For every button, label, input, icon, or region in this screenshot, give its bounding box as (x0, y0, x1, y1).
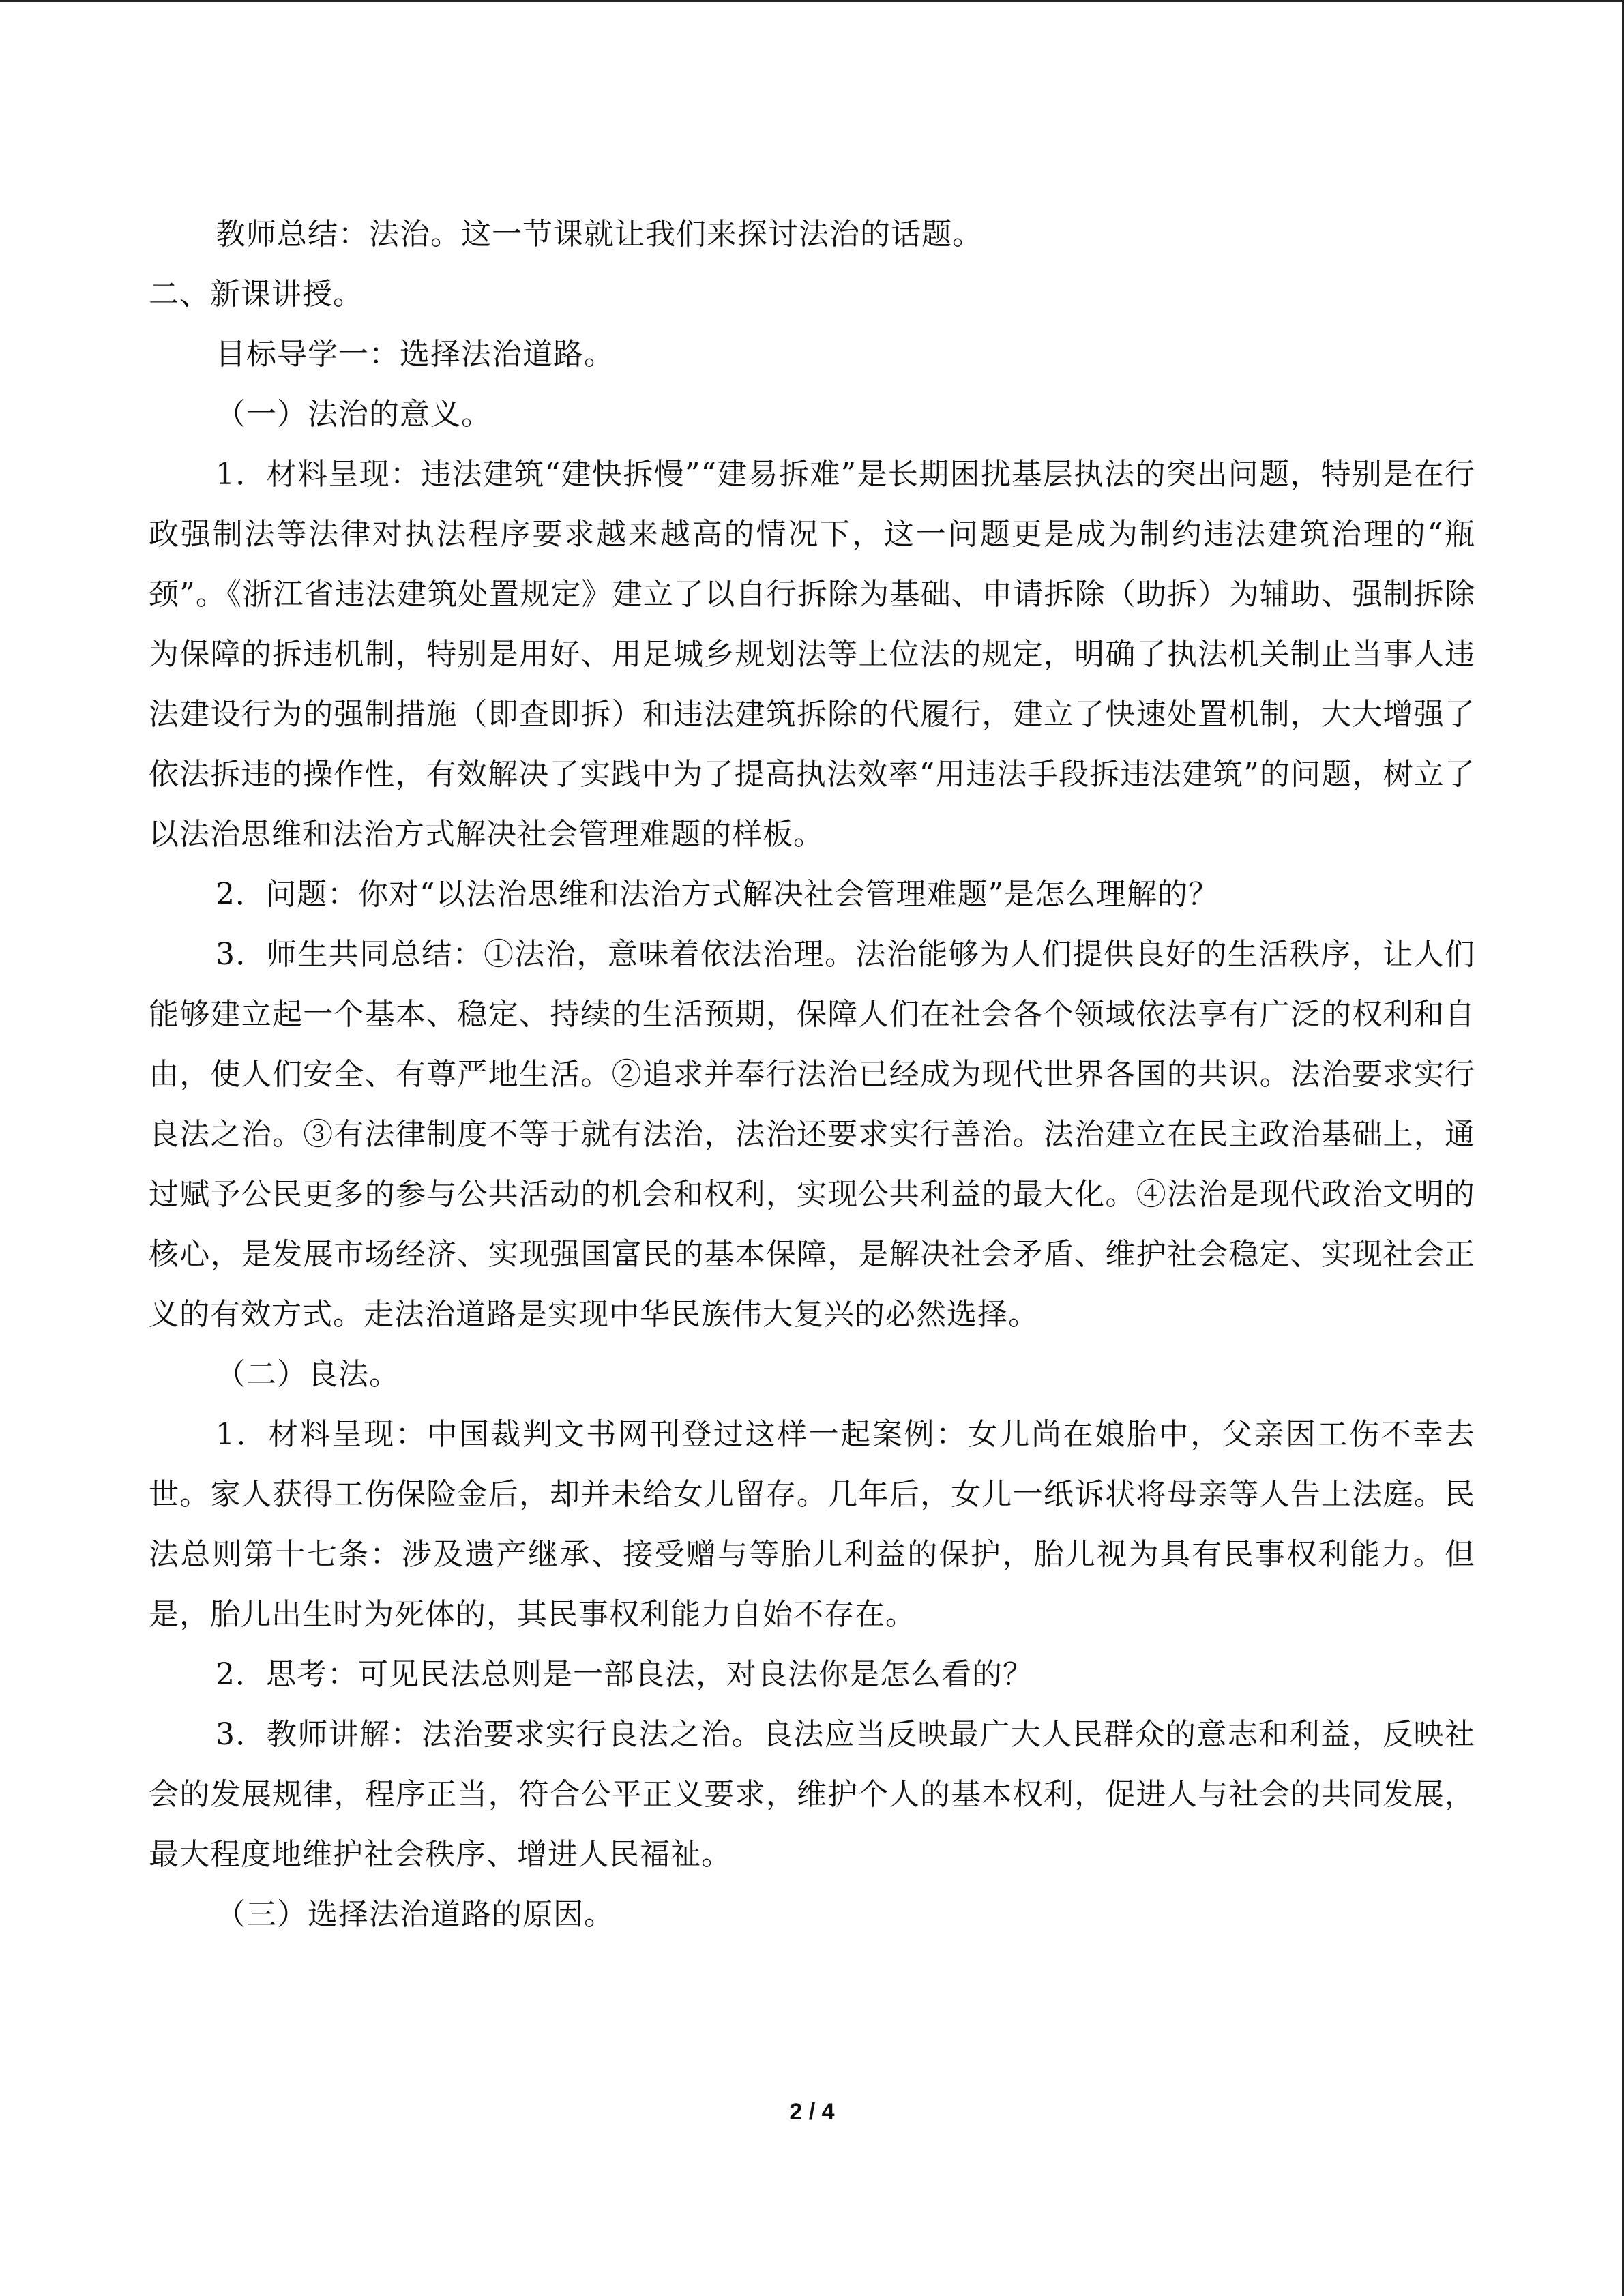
heading-section-2: （二）良法。 (216, 1357, 400, 1392)
page-number: 2 / 4 (789, 2099, 835, 2125)
heading-section-3: （三）选择法治道路的原因。 (216, 1897, 615, 1932)
paragraph-material-1: 1．材料呈现：违法建筑“建快拆慢”“建易拆难”是长期困扰基层执法的突出问题，特别是在行政强制法等法律对执法程序要求越来越高的情况下，这一问题更是成为制约违法建筑治理的“瓶颈”。《浙江省违法建筑处置规定》建立了以自行拆除为基础、申请拆除（助拆）为辅助、强制拆除为保障的拆违机制，特别是用好、用足城乡规划法等上位法的规定，明确了执法机关制止当事人违法建设行为的强制措施（即查即拆）和违法建筑拆除的代履行，建立了快速处置机制，大大增强了依法拆违的操作性，有效解决了实践中为了提高执法效率“用违法手段拆违法建筑”的问题，树立了以法治思维和法治方式解决社会管理难题的样板。 (149, 457, 1475, 852)
paragraph-material-2: 1．材料呈现：中国裁判文书网刊登过这样一起案例：女儿尚在娘胎中，父亲因工伤不幸去世。家人获得工伤保险金后，却并未给女儿留存。几年后，女儿一纸诉状将母亲等人告上法庭。民法总则第十七条：涉及遗产继承、接受赠与等胎儿利益的保护，胎儿视为具有民事权利能力。但是，胎儿出生时为死体的，其民事权利能力自始不存在。 (149, 1417, 1475, 1632)
top-border (0, 0, 1624, 2)
paragraph-explain-2: 3．教师讲解：法治要求实行良法之治。良法应当反映最广大人民群众的意志和利益，反映社会的发展规律，程序正当，符合公平正义要求，维护个人的基本权利，促进人与社会的共同发展，最大程度地维护社会秩序、增进人民福祉。 (149, 1717, 1475, 1872)
heading-new-lesson: 二、新课讲授。 (149, 277, 364, 312)
paragraph-question-1: 2．问题：你对“以法治思维和法治方式解决社会管理难题”是怎么理解的？ (216, 877, 1219, 912)
document-body (149, 205, 1475, 1945)
heading-goal-one: 目标导学一：选择法治道路。 (216, 337, 615, 372)
paragraph-think-2: 2．思考：可见民法总则是一部良法，对良法你是怎么看的？ (216, 1657, 1033, 1692)
paragraph-teacher-summary: 教师总结：法治。这一节课就让我们来探讨法治的话题。 (216, 217, 983, 252)
heading-section-1: （一）法治的意义。 (216, 397, 492, 432)
paragraph-summary-1: 3．师生共同总结：①法治，意味着依法治理。法治能够为人们提供良好的生活秩序，让人们能够建立起一个基本、稳定、持续的生活预期，保障人们在社会各个领域依法享有广泛的权利和自由，使人们安全、有尊严地生活。②追求并奉行法治已经成为现代世界各国的共识。法治要求实行良法之治。③有法律制度不等于就有法治，法治还要求实行善治。法治建立在民主政治基础上，通过赋予公民更多的参与公共活动的机会和权利，实现公共利益的最大化。④法治是现代政治文明的核心，是发展市场经济、实现强国富民的基本保障，是解决社会矛盾、维护社会稳定、实现社会正义的有效方式。走法治道路是实现中华民族伟大复兴的必然选择。 (149, 937, 1475, 1332)
